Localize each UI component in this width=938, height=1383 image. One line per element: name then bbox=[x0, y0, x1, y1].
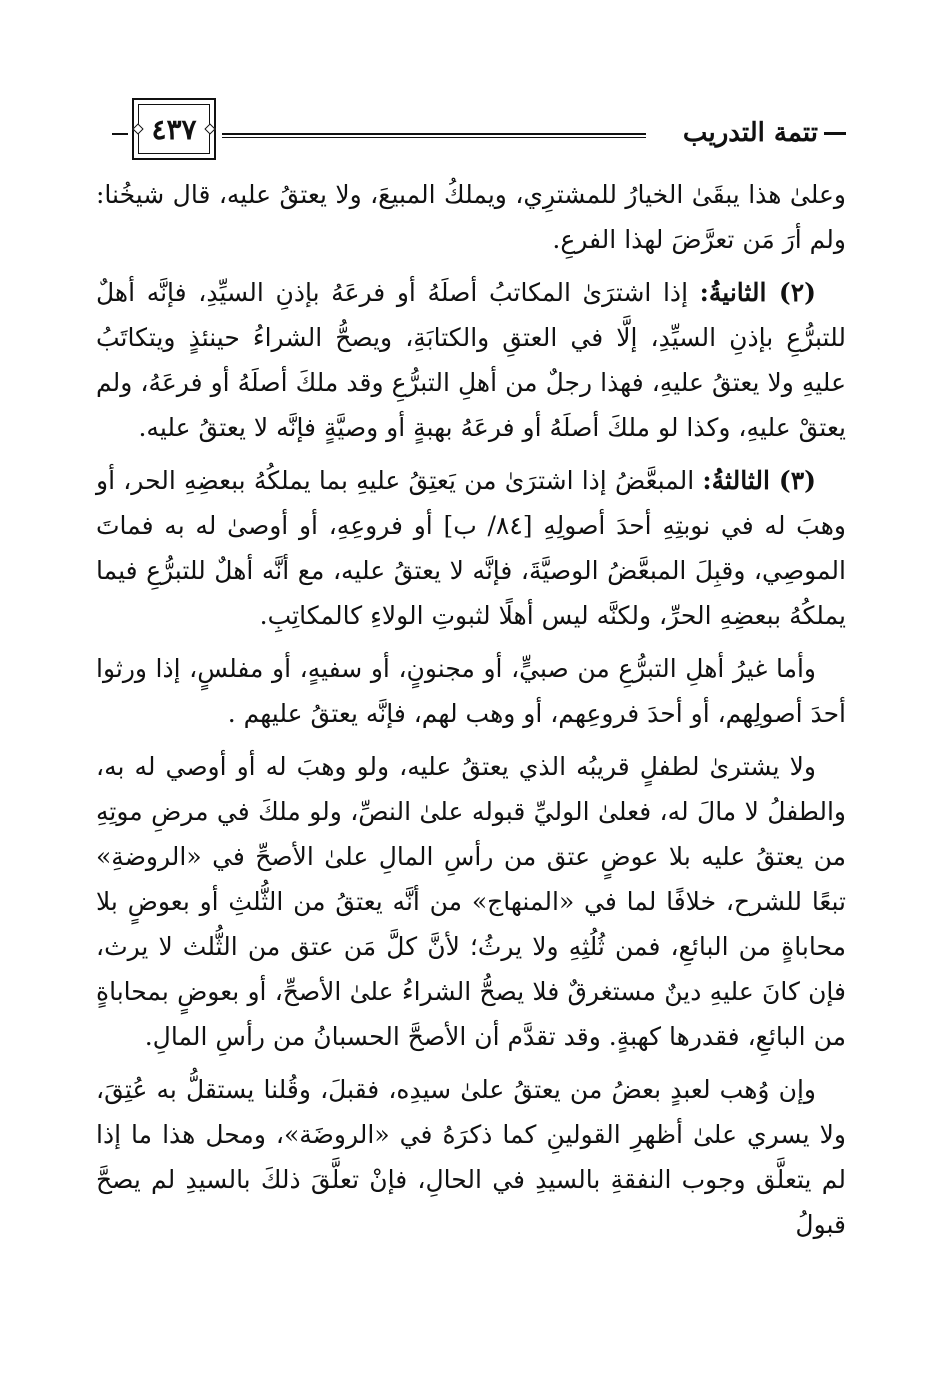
paragraph bbox=[96, 172, 846, 262]
paragraph bbox=[96, 270, 846, 450]
running-title-text: تتمة التدريب bbox=[682, 118, 818, 148]
paragraph bbox=[96, 458, 846, 638]
paragraph-text: إذا اشترَىٰ المكاتبُ أصلَهُ أو فرعَهُ بإذنِ السيِّدِ، فإنَّه أهلٌ للتبرُّعِ بإذنِ السيِّدِ، إلَّا في العتقِ والكتابَةِ، ويصحُّ الشراءُ حينئذٍ ويتكاتَبُ عليهِ ولا يعتقُ عليهِ، فهذا رجلٌ من أهلِ التبرُّعِ وقد ملكَ أصلَهُ أو فرعَهُ، ولم يعتقْ عليهِ، وكذا لو ملكَ أصلَهُ أو فرعَهُ بهبةٍ أو وصيَّةٍ فإنَّه لا يعتقُ عليه. bbox=[96, 278, 846, 442]
page-body bbox=[96, 172, 846, 1255]
page-number-frame bbox=[132, 98, 216, 160]
title-dash bbox=[824, 132, 846, 135]
header-rule bbox=[222, 133, 646, 138]
page-header bbox=[126, 96, 846, 166]
paragraph bbox=[96, 1067, 846, 1247]
paragraph-text: المبعَّضُ إذا اشترَىٰ من يَعتِقُ عليهِ بما يملكُهُ ببعضِهِ الحر، أو وهبَ له في نوبتِهِ أحدَ أصولِهِ [٨٤/ ب] أو فروعِهِ، أو أوصىٰ له به فماتَ الموصِي، وقبِلَ المبعَّضُ الوصيَّةَ، فإنَّه لا يعتقُ عليه، مع أنَّه أهلٌ للتبرُّعِ فيما يملكُهُ ببعضِهِ الحرِّ، ولكنَّه ليس أهلًا لثبوتِ الولاءِ كالمكاتِبِ. bbox=[96, 466, 846, 630]
running-title bbox=[683, 118, 846, 148]
paragraph-text: وأما غيرُ أهلِ التبرُّعِ من صبيٍّ، أو مجنونٍ، أو سفيهٍ، أو مفلسٍ، إذا ورثوا أحدَ أصولِهم، أو أحدَ فروعِهم، أو وهب لهم، فإنَّه يعتقُ عليهم . bbox=[96, 654, 846, 728]
paragraph-text: ولا يشترىٰ لطفلٍ قريبُه الذي يعتقُ عليه، ولو وهبَ له أو أوصي له به، والطفلُ لا مالَ له، فعلىٰ الوليِّ قبوله علىٰ النصِّ، ولو ملكَ في مرضِ موتِهِ من يعتقُ عليه بلا عوضٍ عتق من رأسِ المالِ علىٰ الأصحِّ في «الروضةِ» تبعًا للشرح، خلافًا لما في «المنهاج» من أنَّه يعتقُ من الثُّلثِ أو بعوضٍ بلا محاباةٍ من البائعِ، فمن ثُلُثِهِ ولا يرثُ؛ لأنَّ كلَّ مَن عتق من الثُّلث لا يرث، فإن كانَ عليهِ دينٌ مستغرقٌ فلا يصحُّ الشراءُ علىٰ الأصحِّ، أو بعوضٍ بمحاباةٍ من البائعِ، فقدرها كهبةٍ. وقد تقدَّم أن الأصحَّ الحسبانُ من رأسِ المالِ. bbox=[96, 752, 846, 1051]
header-left-tick bbox=[112, 133, 128, 135]
paragraph-lead: (٣) الثالثةُ: bbox=[702, 466, 816, 495]
paragraph bbox=[96, 744, 846, 1059]
page-number: ٤٣٧ bbox=[138, 104, 210, 154]
paragraph bbox=[96, 646, 846, 736]
paragraph-text: وعلىٰ هذا يبقَىٰ الخيارُ للمشترِي، ويملكُ المبيعَ، ولا يعتقُ عليه، قال شيخُنا: ولم أرَ مَن تعرَّضَ لهذا الفرعِ. bbox=[96, 180, 846, 254]
paragraph-text: وإن وُهب لعبدٍ بعضُ من يعتقُ علىٰ سيدِه، فقبلَ، وقُلنا يستقلُّ به عُتِقَ، ولا يسري علىٰ أظهرِ القولينِ كما ذكرَهُ في «الروضَة»، ومحل هذا ما إذا لم يتعلَّق وجوب النفقةِ بالسيدِ في الحالِ، فإنْ تعلَّقَ ذلكَ بالسيدِ لم يصحَّ قبولُ bbox=[96, 1075, 846, 1239]
paragraph-lead: (٢) الثانيةُ: bbox=[699, 278, 816, 307]
